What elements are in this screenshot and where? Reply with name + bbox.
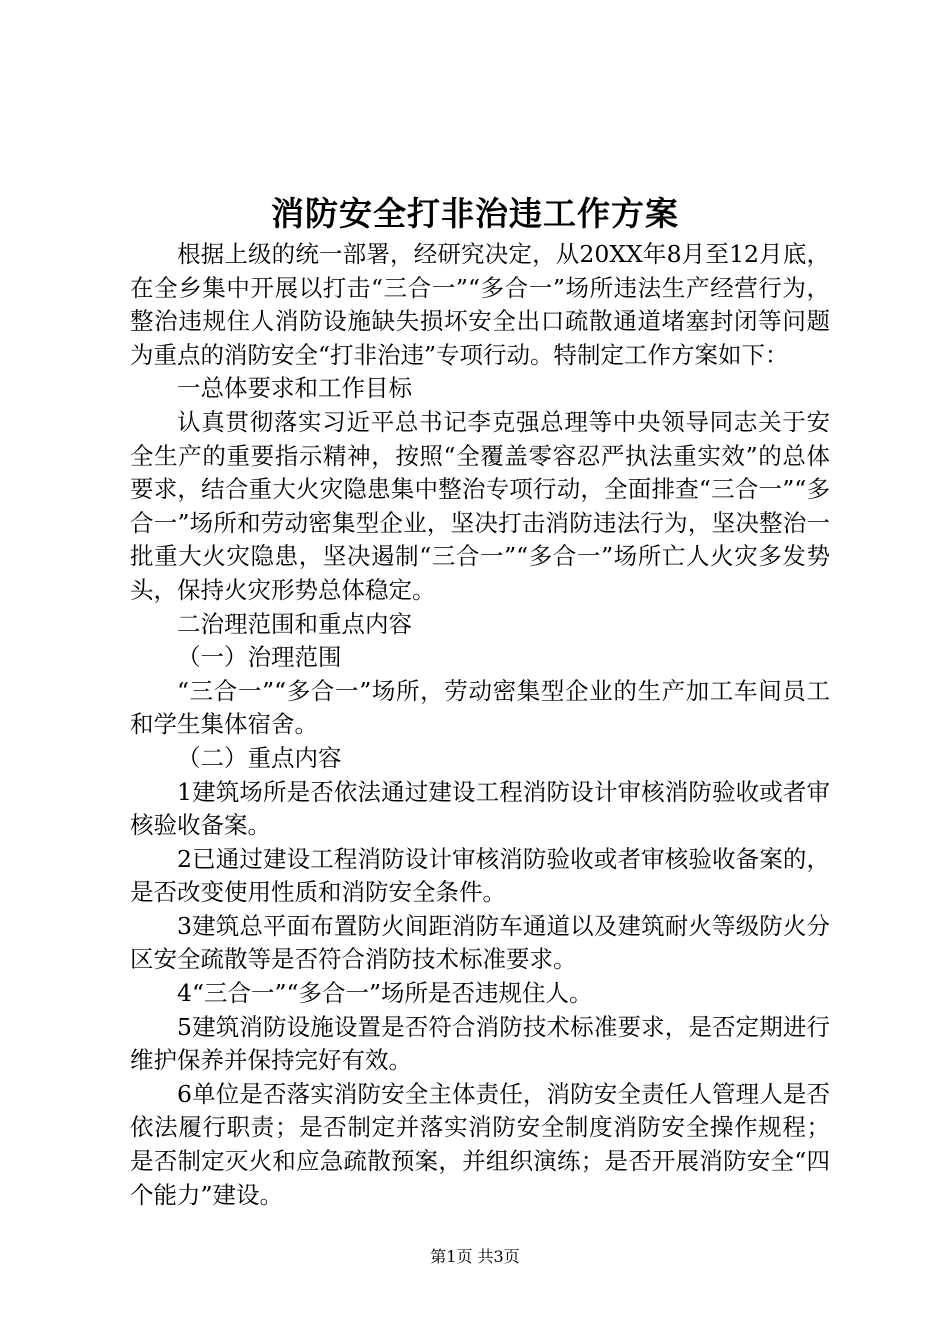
subheading-scope: （一）治理范围 — [177, 643, 342, 672]
document-body — [130, 238, 830, 1212]
paragraph-requirements: 认真贯彻落实习近平总书记李克强总理等中央领导同志关于安全生产的重要指示精神，按照“全覆盖零容忍严执法重实效”的总体要求，结合重大火灾隐患集中整治专项行动，全面排查“三合一”“多合一”场所和劳动密集型企业，坚决打击消防违法行为，坚决整治一批重大火灾隐患，坚决遏制“三合一”“多合一”场所亡人火灾多发势头，保持火灾形势总体稳定。 — [130, 407, 830, 604]
paragraph-scope: “三合一”“多合一”场所，劳动密集型企业的生产加工车间员工和学生集体宿舍。 — [130, 676, 830, 739]
list-item-4: 4“三合一”“多合一”场所是否违规住人。 — [177, 979, 593, 1008]
subheading-key-content: （二）重点内容 — [177, 743, 342, 772]
list-item-1: 1建筑场所是否依法通过建设工程消防设计审核消防验收或者审核验收备案。 — [130, 777, 830, 840]
list-item-6: 6单位是否落实消防安全主体责任，消防安全责任人管理人是否依法履行职责；是否制定并落实消防安全制度消防安全操作规程；是否制定灭火和应急疏散预案，并组织演练；是否开展消防安全“四个能力”建设。 — [130, 1079, 830, 1209]
document-title: 消防安全打非治违工作方案 — [271, 194, 679, 233]
list-item-2: 2已通过建设工程消防设计审核消防验收或者审核验收备案的，是否改变使用性质和消防安全条件。 — [130, 844, 830, 907]
section-heading-2: 二治理范围和重点内容 — [177, 609, 412, 638]
page-footer: 第1页 共3页 — [430, 1247, 520, 1266]
list-item-5: 5建筑消防设施设置是否符合消防技术标准要求，是否定期进行维护保养并保持完好有效。 — [130, 1012, 830, 1075]
paragraph-intro: 根据上级的统一部署，经研究决定，从20XX年8月至12月底，在全乡集中开展以打击“三合一”“多合一”场所违法生产经营行为，整治违规住人消防设施缺失损坏安全出口疏散通道堵塞封闭等问题为重点的消防安全“打非治违”专项行动。特制定工作方案如下： — [130, 240, 830, 369]
list-item-3: 3建筑总平面布置防火间距消防车通道以及建筑耐火等级防火分区安全疏散等是否符合消防技术标准要求。 — [130, 911, 830, 974]
section-heading-1: 一总体要求和工作目标 — [177, 374, 412, 403]
